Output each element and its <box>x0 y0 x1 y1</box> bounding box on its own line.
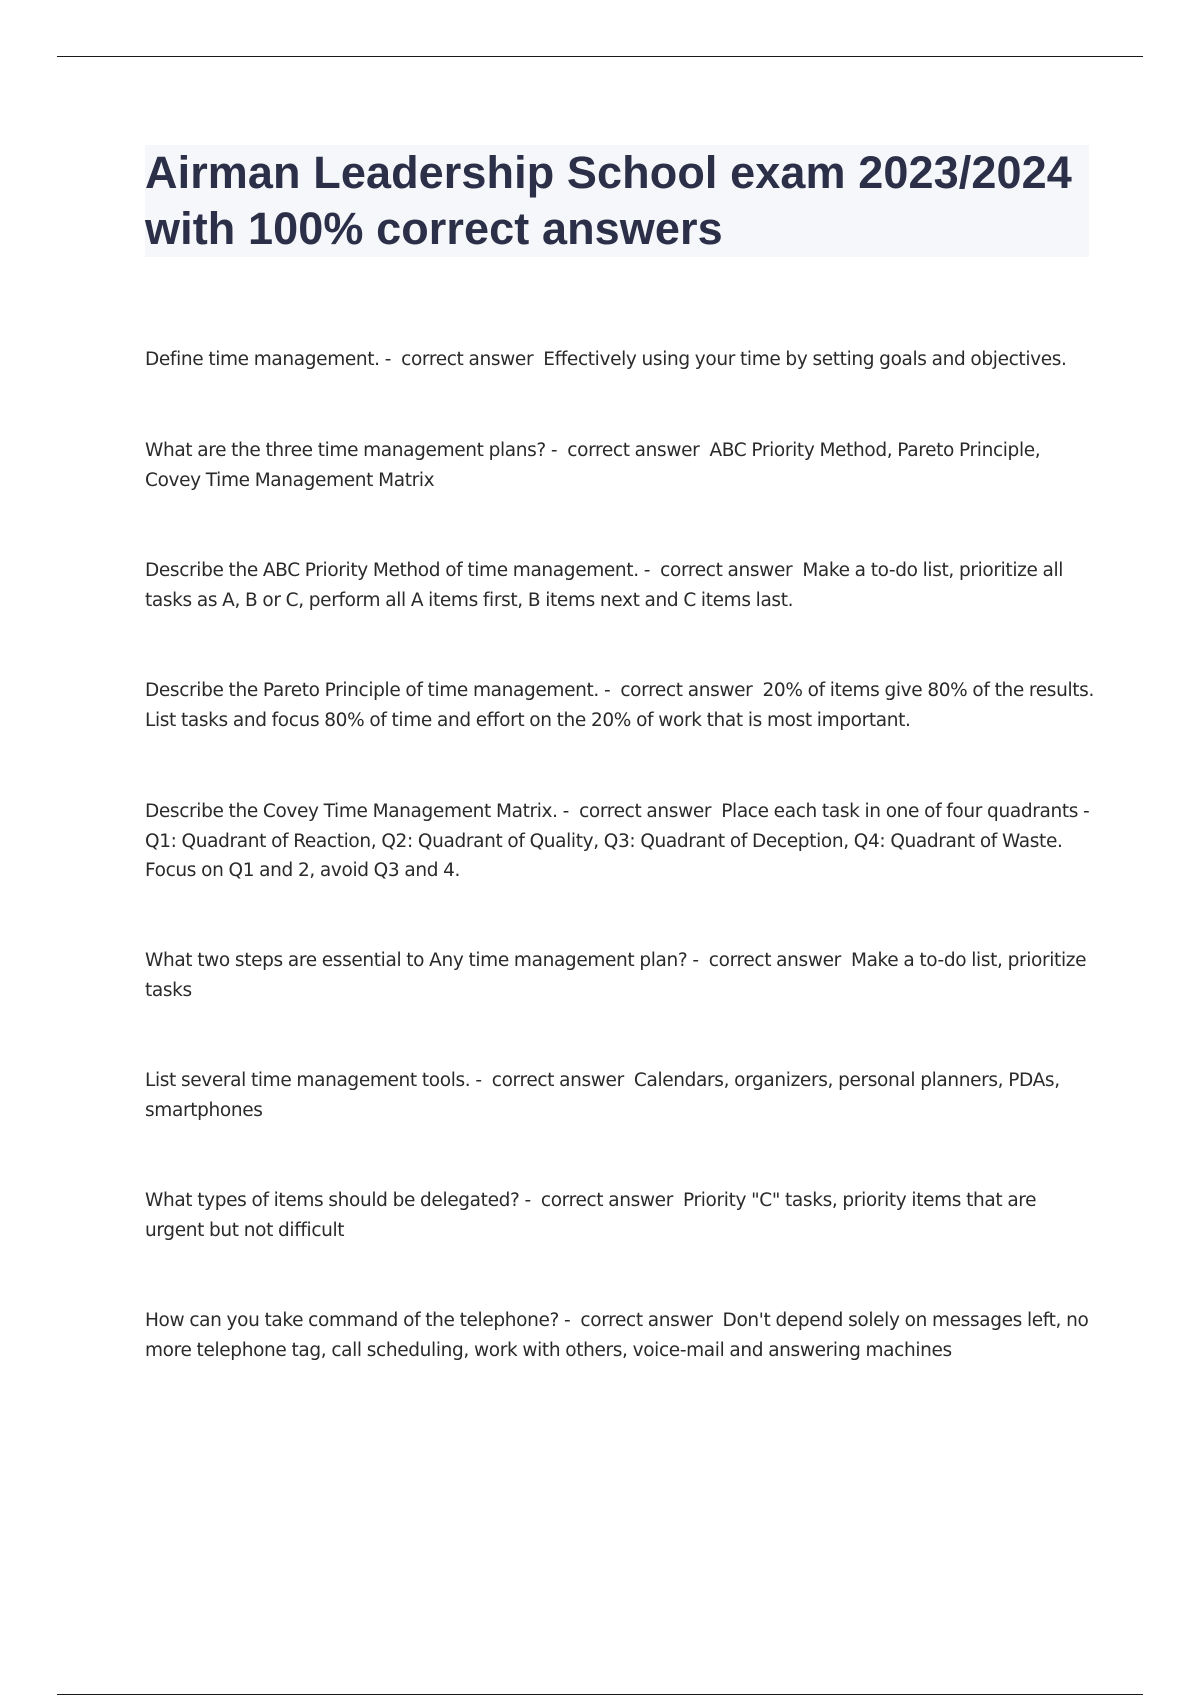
answer-text: Make a to-do list, prioritize all tasks as A, B or C, perform all A items first, B items next and C items last. <box>145 560 1064 611</box>
answer-text: Priority "C" tasks, priority items that are urgent but not difficult <box>145 1190 1037 1241</box>
question-text: Describe the ABC Priority Method of time management. <box>145 560 639 581</box>
top-rule <box>57 56 1143 57</box>
answer-separator: - correct answer <box>638 560 803 581</box>
question-text: Describe the Covey Time Management Matrix. <box>145 801 558 822</box>
answer-text: Place each task in one of four quadrants - Q1: Quadrant of Reaction, Q2: Quadrant of Quality, Q3: Quadrant of Deception, Q4: Quadrant of Waste. Focus on Q1 and 2, avoid Q3 and 4. <box>145 801 1090 881</box>
qa-item <box>145 556 1095 615</box>
question-text: What are the three time management plans? <box>145 440 546 461</box>
answer-separator: - correct answer <box>687 950 851 971</box>
qa-item <box>145 676 1095 735</box>
qa-item <box>145 946 1095 1005</box>
question-text: Define time management. <box>145 349 380 370</box>
qa-item <box>145 1186 1095 1245</box>
question-text: What two steps are essential to Any time management plan? <box>145 950 688 971</box>
question-text: List several time management tools. <box>145 1070 471 1091</box>
qa-item <box>145 1306 1095 1365</box>
question-text: Describe the Pareto Principle of time management. <box>145 680 599 701</box>
qa-item <box>145 797 1095 886</box>
qa-item <box>145 1066 1095 1125</box>
answer-text: Calendars, organizers, personal planners, PDAs, smartphones <box>145 1070 1060 1121</box>
page-title: Airman Leadership School exam 2023/2024 with 100% correct answers <box>145 147 1072 254</box>
question-text: How can you take command of the telephone? <box>145 1310 559 1331</box>
qa-item <box>145 436 1095 495</box>
title-block <box>145 145 1089 257</box>
answer-separator: - correct answer <box>598 680 763 701</box>
answer-text: Make a to-do list, prioritize tasks <box>145 950 1087 1001</box>
qa-item <box>145 345 1095 375</box>
answer-separator: - correct answer <box>470 1070 634 1091</box>
answer-separator: - correct answer <box>519 1190 684 1211</box>
answer-separator: - correct answer <box>379 349 544 370</box>
answer-separator: - correct answer <box>558 1310 723 1331</box>
answer-text: ABC Priority Method, Pareto Principle, Covey Time Management Matrix <box>145 440 1041 491</box>
bottom-rule <box>57 1694 1143 1695</box>
question-text: What types of items should be delegated? <box>145 1190 520 1211</box>
answer-text: Effectively using your time by setting goals and objectives. <box>543 349 1067 370</box>
answer-separator: - correct answer <box>545 440 710 461</box>
answer-text: Don't depend solely on messages left, no more telephone tag, call scheduling, work with others, voice-mail and answering machines <box>145 1310 1089 1361</box>
answer-separator: - correct answer <box>557 801 722 822</box>
answer-text: 20% of items give 80% of the results. List tasks and focus 80% of time and effort on the 20% of work that is most important. <box>145 680 1094 731</box>
